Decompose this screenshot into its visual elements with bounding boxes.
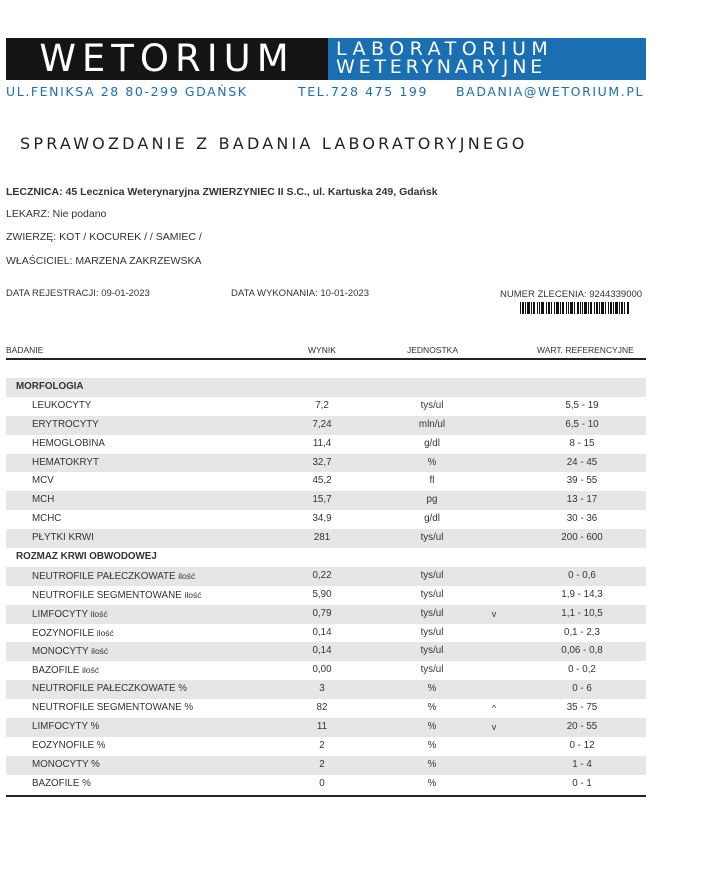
section-header [6, 548, 646, 567]
table-row [6, 699, 646, 718]
result-unit: tys/ul [420, 645, 444, 657]
execution-date: DATA WYKONANIA: 10-01-2023 [231, 288, 369, 299]
test-name: LIMFOCYTY % [32, 721, 100, 733]
result-unit: % [427, 456, 437, 468]
result-flag: v [491, 722, 497, 733]
result-unit: tys/ul [420, 532, 444, 544]
result-value: 82 [316, 702, 328, 714]
result-unit: % [427, 739, 437, 751]
header-reference: WART. REFERENCYJNE [537, 345, 634, 355]
order-number: NUMER ZLECENIA: 9244339000 [500, 289, 643, 300]
table-row [6, 661, 646, 680]
test-name-suffix: ilość [96, 627, 114, 638]
result-flag: v [491, 608, 497, 619]
reference-range: 20 - 55 [566, 721, 598, 733]
table-row [6, 680, 646, 699]
reference-range: 0 - 0,2 [568, 664, 596, 676]
test-name-cell [32, 680, 187, 699]
reference-range: 30 - 36 [566, 513, 598, 525]
table-row [6, 510, 646, 529]
result-value: 0,22 [312, 569, 332, 581]
test-name: MORFOLOGIA [16, 381, 84, 392]
header-unit: JEDNOSTKA [407, 345, 459, 355]
test-name: MCV [32, 475, 54, 487]
result-unit: tys/ul [420, 569, 444, 581]
result-unit: % [427, 683, 437, 695]
table-row [6, 775, 646, 794]
test-name: EOZYNOFILE % [32, 739, 106, 751]
lab-phone: TEL.728 475 199 [298, 84, 428, 99]
result-value: 2 [319, 758, 325, 770]
logo-line-2: WETERYNARYJNE [336, 56, 547, 78]
test-name: MONOCYTY % [32, 758, 100, 770]
test-name: NEUTROFILE PAŁECZKOWATE % [32, 683, 187, 695]
result-unit: g/dl [424, 513, 440, 525]
test-name-cell [16, 378, 83, 397]
result-unit: pg [426, 494, 438, 506]
result-value: 11 [316, 721, 328, 733]
result-value: 0 [319, 777, 325, 789]
test-name-cell [32, 567, 195, 587]
result-unit: fl [429, 475, 435, 487]
barcode [520, 302, 630, 314]
test-name: BAZOFILE % [32, 777, 91, 789]
table-row [6, 472, 646, 491]
table-row [6, 454, 646, 473]
result-value: 15,7 [312, 494, 332, 506]
test-name-suffix: ilość [178, 570, 196, 581]
table-row [6, 737, 646, 756]
clinic-info: LECZNICA: 45 Lecznica Weterynaryjna ZWIERZYNIEC II S.C., ul. Kartuska 249, Gdańsk [6, 186, 438, 198]
result-unit: % [427, 721, 437, 733]
result-unit: mln/ul [418, 418, 446, 430]
result-value: 0,14 [312, 626, 332, 638]
reference-range: 5,5 - 19 [565, 399, 599, 411]
test-name-cell [32, 454, 99, 473]
result-flag: ^ [491, 703, 497, 714]
table-row [6, 586, 646, 605]
result-value: 0,00 [312, 664, 332, 676]
table-row [6, 567, 646, 586]
reference-range: 0 - 0,6 [568, 569, 596, 581]
result-value: 11,4 [312, 437, 332, 449]
test-name-cell [32, 699, 193, 718]
result-unit: tys/ul [420, 588, 444, 600]
test-name-cell [32, 586, 201, 606]
test-name-cell [32, 472, 54, 491]
test-name-cell [32, 397, 91, 416]
test-name-cell [32, 624, 114, 644]
result-value: 2 [319, 739, 325, 751]
header-test: BADANIE [6, 345, 44, 355]
test-name-cell [32, 491, 54, 510]
test-name-suffix: ilość [91, 646, 109, 657]
table-row [6, 491, 646, 510]
result-unit: g/dl [424, 437, 440, 449]
test-name-cell [32, 642, 108, 662]
table-row [6, 529, 646, 548]
test-name-cell [32, 661, 99, 681]
test-name: ERYTROCYTY [32, 418, 99, 430]
reference-range: 6,5 - 10 [565, 418, 599, 430]
table-row [6, 718, 646, 737]
test-name-suffix: ilość [82, 665, 100, 676]
reference-range: 13 - 17 [566, 494, 598, 506]
reference-range: 24 - 45 [566, 456, 598, 468]
table-bottom-divider [6, 795, 646, 797]
test-name-cell [32, 416, 99, 435]
result-unit: % [427, 777, 437, 789]
test-name-cell [32, 510, 61, 529]
table-row [6, 605, 646, 624]
table-row [6, 624, 646, 643]
result-value: 281 [313, 532, 331, 544]
test-name: LEUKOCYTY [32, 399, 92, 411]
result-value: 5,90 [312, 588, 332, 600]
reference-range: 0,06 - 0,8 [561, 645, 603, 657]
owner-info: WŁAŚCICIEL: MARZENA ZAKRZEWSKA [6, 255, 202, 267]
registration-date: DATA REJESTRACJI: 09-01-2023 [6, 288, 150, 299]
test-name: MCH [32, 494, 55, 506]
reference-range: 0,1 - 2,3 [564, 626, 600, 638]
results-table [6, 378, 646, 794]
reference-range: 200 - 600 [561, 532, 603, 544]
reference-range: 0 - 12 [569, 739, 595, 751]
result-value: 34,9 [312, 513, 332, 525]
animal-info: ZWIERZĘ: KOT / KOCUREK / / SAMIEC / [6, 231, 202, 243]
reference-range: 0 - 1 [572, 777, 592, 789]
result-unit: % [427, 758, 437, 770]
result-value: 0,79 [312, 607, 332, 619]
test-name: NEUTROFILE PAŁECZKOWATE [32, 570, 176, 582]
test-name: HEMOGLOBINA [32, 437, 105, 449]
logo-laboratorium-weterynaryjne [328, 38, 646, 80]
test-name: MONOCYTY [32, 646, 89, 658]
result-unit: tys/ul [420, 664, 444, 676]
test-name: NEUTROFILE SEGMENTOWANE [32, 589, 182, 601]
table-row [6, 642, 646, 661]
reference-range: 39 - 55 [566, 475, 598, 487]
result-value: 7,24 [312, 418, 332, 430]
test-name: BAZOFILE [32, 665, 80, 677]
result-unit: tys/ul [420, 399, 444, 411]
logo-line-1: LABORATORIUM [336, 38, 554, 60]
test-name-cell [16, 548, 157, 567]
header-divider [6, 358, 646, 360]
table-row [6, 756, 646, 775]
test-name: LIMFOCYTY [32, 608, 88, 620]
document-title: SPRAWOZDANIE Z BADANIA LABORATORYJNEGO [20, 134, 528, 153]
test-name: NEUTROFILE SEGMENTOWANE % [32, 702, 194, 714]
table-row [6, 397, 646, 416]
test-name: PŁYTKI KRWI [32, 532, 94, 544]
result-value: 3 [319, 683, 325, 695]
result-value: 32,7 [312, 456, 332, 468]
result-unit: tys/ul [420, 607, 444, 619]
reference-range: 35 - 75 [566, 702, 598, 714]
test-name: EOZYNOFILE [32, 627, 95, 639]
reference-range: 8 - 15 [569, 437, 595, 449]
test-name-cell [32, 529, 94, 548]
test-name: HEMATOKRYT [32, 456, 99, 468]
test-name-cell [32, 737, 106, 756]
test-name-cell [32, 756, 100, 775]
header-result: WYNIK [308, 345, 336, 355]
result-value: 7,2 [315, 399, 329, 411]
result-unit: % [427, 702, 437, 714]
reference-range: 1 - 4 [572, 758, 592, 770]
logo-wetorium: WETORIUM [6, 38, 328, 80]
section-header [6, 378, 646, 397]
table-row [6, 435, 646, 454]
table-row [6, 416, 646, 435]
doctor-info: LEKARZ: Nie podano [6, 208, 107, 220]
test-name: ROZMAZ KRWI OBWODOWEJ [16, 551, 157, 563]
test-name-cell [32, 775, 91, 794]
test-name-suffix: ilość [90, 608, 108, 619]
reference-range: 1,9 - 14,3 [561, 588, 603, 600]
result-value: 0,14 [312, 645, 332, 657]
reference-range: 0 - 6 [572, 683, 592, 695]
result-unit: tys/ul [420, 626, 444, 638]
test-name-cell [32, 605, 108, 625]
lab-email: BADANIA@WETORIUM.PL [456, 84, 645, 99]
test-name-suffix: ilość [184, 589, 202, 600]
test-name: MCHC [32, 513, 62, 525]
test-name-cell [32, 718, 99, 737]
lab-address: UL.FENIKSA 28 80-299 GDAŃSK [6, 84, 248, 99]
test-name-cell [32, 435, 105, 454]
result-value: 45,2 [312, 475, 332, 487]
reference-range: 1,1 - 10,5 [561, 607, 603, 619]
